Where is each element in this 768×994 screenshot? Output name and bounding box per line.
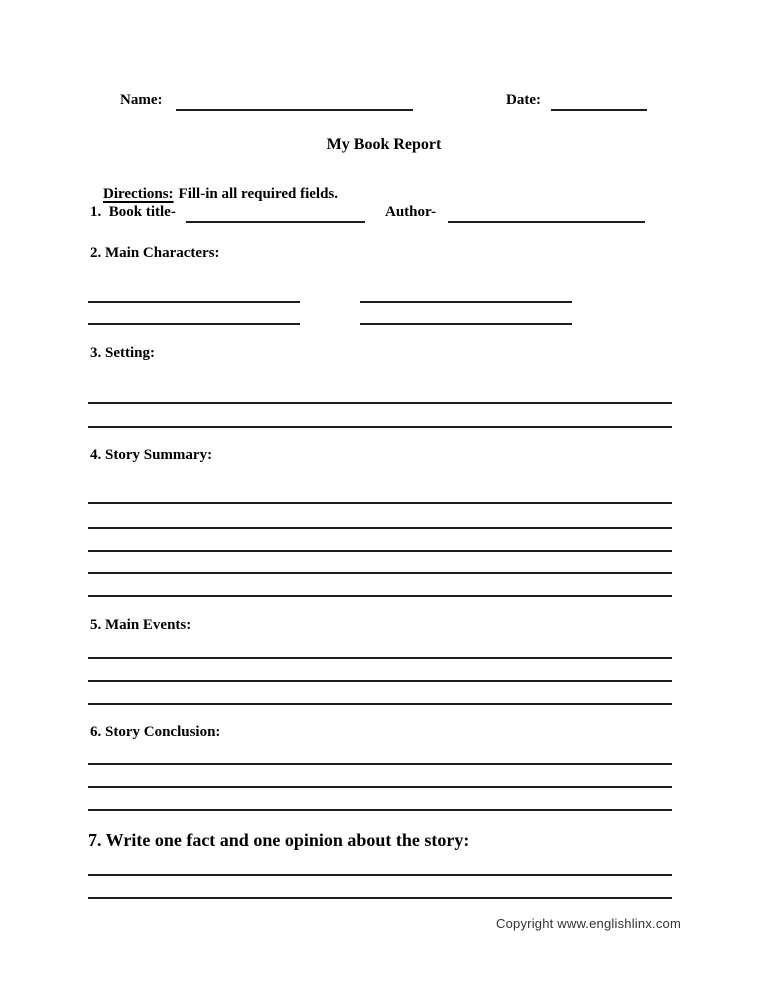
main-characters-line-1 xyxy=(88,301,300,303)
name-blank-line xyxy=(176,109,413,111)
author-blank-line xyxy=(448,221,645,223)
story-conclusion-line-3 xyxy=(88,809,672,811)
story-summary-line-5 xyxy=(88,595,672,597)
fact-opinion-line-1 xyxy=(88,874,672,876)
main-events-line-2 xyxy=(88,680,672,682)
main-events-heading: 5. Main Events: xyxy=(90,617,192,633)
setting-line-1 xyxy=(88,402,672,404)
main-characters-line-3 xyxy=(88,323,300,325)
main-events-line-1 xyxy=(88,657,672,659)
main-events-line-3 xyxy=(88,703,672,705)
story-conclusion-heading: 6. Story Conclusion: xyxy=(90,724,221,740)
fact-opinion-line-2 xyxy=(88,897,672,899)
date-blank-line xyxy=(551,109,647,111)
story-conclusion-line-2 xyxy=(88,786,672,788)
date-label: Date: xyxy=(506,92,541,108)
story-summary-line-3 xyxy=(88,550,672,552)
book-title-blank-line xyxy=(186,221,365,223)
page-title: My Book Report xyxy=(326,136,442,153)
setting-line-2 xyxy=(88,426,672,428)
story-summary-line-4 xyxy=(88,572,672,574)
story-summary-heading: 4. Story Summary: xyxy=(90,447,213,463)
directions-text: Fill-in all required fields. xyxy=(178,186,339,202)
directions-label: Directions: xyxy=(103,186,174,202)
story-summary-line-2 xyxy=(88,527,672,529)
setting-heading: 3. Setting: xyxy=(90,345,155,361)
copyright-text: Copyright www.englishlinx.com xyxy=(496,916,681,931)
story-summary-line-1 xyxy=(88,502,672,504)
story-conclusion-line-1 xyxy=(88,763,672,765)
fact-opinion-heading: 7. Write one fact and one opinion about the story: xyxy=(88,830,470,850)
author-label: Author- xyxy=(385,204,437,220)
main-characters-line-4 xyxy=(360,323,572,325)
main-characters-heading: 2. Main Characters: xyxy=(90,245,220,261)
main-characters-line-2 xyxy=(360,301,572,303)
name-label: Name: xyxy=(120,92,163,108)
book-title-label: 1. Book title- xyxy=(90,204,176,220)
